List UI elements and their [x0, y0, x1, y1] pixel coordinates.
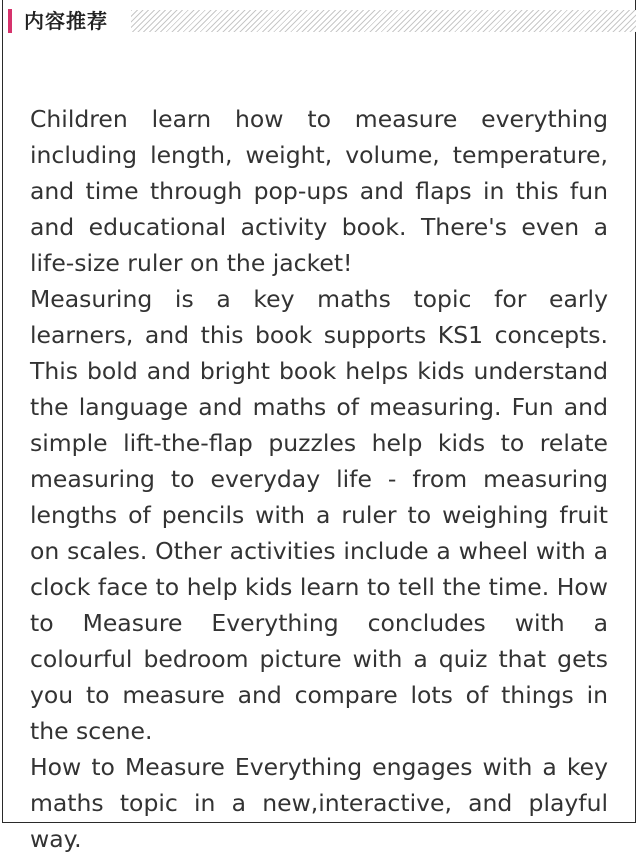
paragraph-1: Children learn how to measure everything including length, weight, volume, temperature, and time through pop-ups and flaps in this fun and educational activity book. There's even a life-size ruler on the jacket!	[30, 105, 608, 277]
paragraph-2: Measuring is a key maths topic for early learners, and this book supports KS1 concepts. This bold and bright book helps kids understand the language and maths of measuring. Fun and simple lift-the-flap puzzles help kids to relate measuring to everyday life - from measuring lengths of pencils with a ruler to weighing fruit on scales. Other activities include a wheel with a clock face to help kids learn to tell the time. How to Measure Everything concludes with a colourful bedroom picture with a quiz that gets you to measure and compare lots of things in the scene.	[30, 285, 608, 745]
description-body	[30, 101, 608, 857]
section-title: 内容推荐	[24, 9, 108, 33]
accent-bar	[8, 9, 12, 33]
paragraph-3: How to Measure Everything engages with a key maths topic in a new,interactive, and playful way.	[30, 753, 608, 853]
header-stripe-decoration	[131, 10, 636, 32]
section-header	[8, 8, 636, 36]
